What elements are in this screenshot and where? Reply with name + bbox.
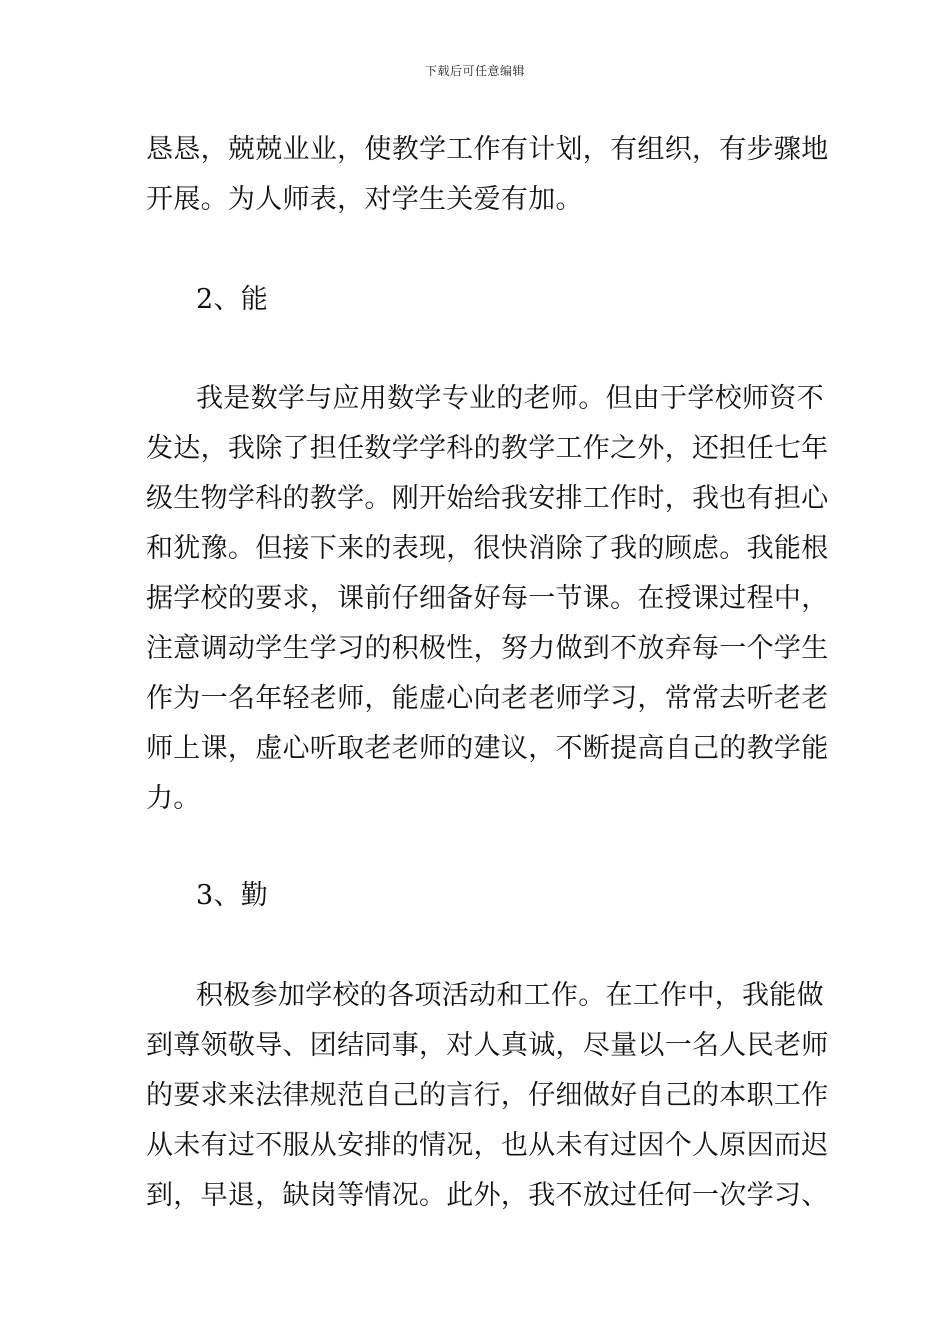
text-line: 积极参加学校的各项活动和工作。在工作中，我能做 (196, 980, 824, 1011)
text-line: 到尊领敬导、团结同事，对人真诚，尽量以一名人民老师 (146, 1030, 829, 1061)
text-line: 注意调动学生学习的积极性，努力做到不放弃每一个学生 (146, 633, 829, 664)
text-line: 作为一名年轻老师，能虚心向老老师学习，常常去听老老 (146, 683, 829, 714)
text-line: 据学校的要求，课前仔细备好每一节课。在授课过程中， (146, 583, 829, 614)
text-line: 发达，我除了担任数学学科的教学工作之外，还担任七年 (146, 433, 829, 464)
text-line: 力。 (146, 783, 201, 814)
text-line: 恳恳，兢兢业业，使教学工作有计划，有组织，有步骤地 (146, 134, 829, 165)
section-heading: 2、能 (196, 284, 269, 315)
text-line: 和犹豫。但接下来的表现，很快消除了我的顾虑。我能根 (146, 533, 829, 564)
text-line: 级生物学科的教学。刚开始给我安排工作时，我也有担心 (146, 483, 829, 514)
text-line: 到，早退，缺岗等情况。此外，我不放过任何一次学习、 (146, 1180, 829, 1211)
text-line: 开展。为人师表，对学生关爱有加。 (146, 184, 583, 215)
text-line: 从未有过不服从安排的情况，也从未有过因个人原因而迟 (146, 1130, 829, 1161)
text-line: 的要求来法律规范自己的言行，仔细做好自己的本职工作 (146, 1080, 829, 1111)
text-line: 师上课，虚心听取老老师的建议，不断提高自己的教学能 (146, 733, 829, 764)
section-heading: 3、勤 (196, 880, 269, 911)
page-header: 下载后可任意编辑 (424, 64, 525, 78)
text-line: 我是数学与应用数学专业的老师。但由于学校师资不 (196, 383, 824, 414)
